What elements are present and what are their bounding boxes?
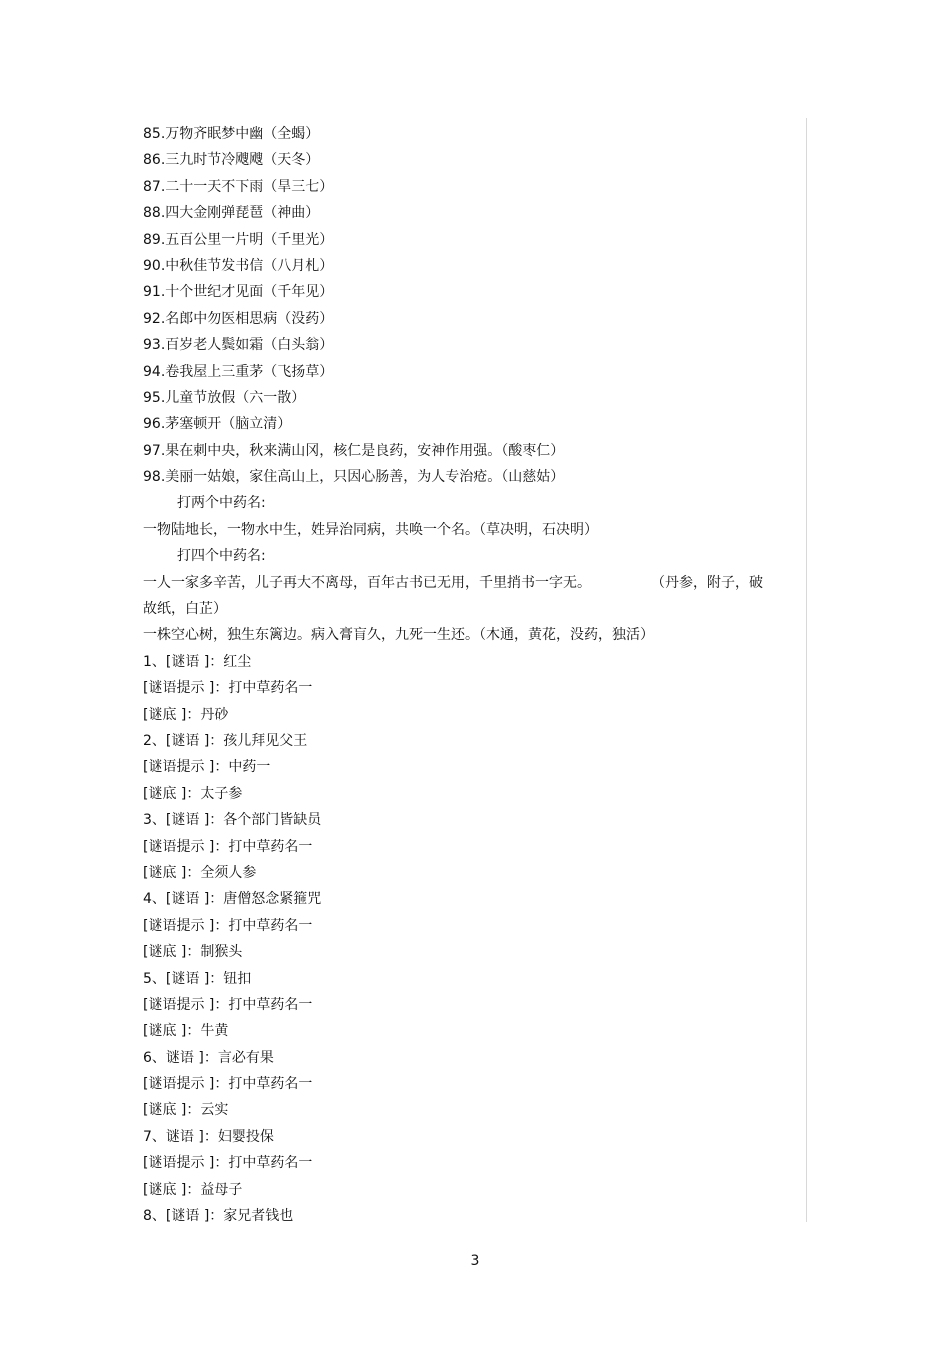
text-line bbox=[143, 596, 799, 622]
text-line bbox=[143, 385, 799, 411]
text-line bbox=[143, 411, 799, 437]
text-line bbox=[143, 702, 799, 728]
text-line bbox=[143, 543, 799, 569]
line-text: 一人一家多辛苦，儿子再大不离母，百年古书已无用，千里捎书一字无。 bbox=[143, 574, 591, 591]
line-text: [谜底 ]：全须人参 bbox=[143, 864, 257, 881]
line-text: 故纸，白芷） bbox=[143, 601, 227, 618]
text-line bbox=[143, 1071, 799, 1097]
text-line bbox=[143, 1097, 799, 1123]
line-text: [谜语提示 ]：打中草药名一 bbox=[143, 1155, 313, 1172]
text-line bbox=[143, 675, 799, 701]
text-line bbox=[143, 200, 799, 226]
text-line bbox=[143, 807, 799, 833]
line-text: 89.五百公里一片明（千里光） bbox=[143, 231, 334, 248]
document-body bbox=[143, 121, 799, 1229]
text-line bbox=[143, 438, 799, 464]
text-line bbox=[143, 860, 799, 886]
text-line bbox=[143, 649, 799, 675]
text-line bbox=[143, 966, 799, 992]
line-text: 85.万物齐眠梦中幽（全蝎） bbox=[143, 126, 320, 142]
line-text: 一株空心树，独生东篱边。病入膏肓久，九死一生还。（木通，黄花，没药，独活） bbox=[143, 627, 654, 644]
line-text: 95.儿童节放假（六一散） bbox=[143, 389, 306, 406]
line-text: 93.百岁老人鬓如霜（白头翁） bbox=[143, 337, 334, 354]
text-line bbox=[143, 728, 799, 754]
line-text: 6、谜语 ]：言必有果 bbox=[143, 1049, 274, 1066]
text-line bbox=[143, 1124, 799, 1150]
text-line bbox=[143, 834, 799, 860]
text-line bbox=[143, 517, 799, 543]
line-text: 97.果在刺中央，秋来满山冈，核仁是良药，安神作用强。（酸枣仁） bbox=[143, 442, 565, 459]
text-line bbox=[143, 490, 799, 516]
text-line bbox=[143, 622, 799, 648]
line-text: 1、[谜语 ]：红尘 bbox=[143, 653, 252, 670]
text-line bbox=[143, 570, 799, 596]
line-text: 一物陆地长，一物水中生，姓异治同病，共唤一个名。（草决明，石决明） bbox=[143, 521, 598, 538]
right-margin-rule bbox=[806, 118, 807, 1222]
line-text: [谜底 ]：云实 bbox=[143, 1102, 229, 1119]
line-text: 打两个中药名: bbox=[177, 495, 266, 512]
line-text: 打四个中药名: bbox=[177, 548, 266, 565]
line-answer: （丹参，附子，破 bbox=[651, 574, 763, 591]
line-text: 94.卷我屋上三重茅（飞扬草） bbox=[143, 363, 334, 380]
line-text: 2、[谜语 ]：孩儿拜见父王 bbox=[143, 732, 308, 749]
line-text: 7、谜语 ]：妇婴投保 bbox=[143, 1128, 274, 1145]
line-text: 4、[谜语 ]：唐僧怒念紧箍咒 bbox=[143, 891, 322, 908]
line-text: 86.三九时节冷飕飕（天冬） bbox=[143, 152, 320, 169]
text-line bbox=[143, 992, 799, 1018]
line-text: [谜底 ]：益母子 bbox=[143, 1181, 243, 1198]
line-text: 8、[谜语 ]：家兄者钱也 bbox=[143, 1208, 294, 1225]
line-text: [谜语提示 ]：中药一 bbox=[143, 759, 271, 776]
text-line bbox=[143, 464, 799, 490]
line-text: [谜语提示 ]：打中草药名一 bbox=[143, 996, 313, 1013]
text-line bbox=[143, 1150, 799, 1176]
line-text: 88.四大金刚弹琵琶（神曲） bbox=[143, 205, 320, 222]
line-text: 91.十个世纪才见面（千年见） bbox=[143, 284, 334, 301]
text-line bbox=[143, 147, 799, 173]
text-line bbox=[143, 913, 799, 939]
line-text: [谜语提示 ]：打中草药名一 bbox=[143, 838, 313, 855]
line-text: 90.中秋佳节发书信（八月札） bbox=[143, 257, 334, 274]
line-text: 3、[谜语 ]：各个部门皆缺员 bbox=[143, 812, 322, 829]
line-text: [谜语提示 ]：打中草药名一 bbox=[143, 917, 313, 934]
text-line bbox=[143, 1045, 799, 1071]
line-text: 5、[谜语 ]：钮扣 bbox=[143, 970, 252, 987]
text-line bbox=[143, 754, 799, 780]
text-line bbox=[143, 886, 799, 912]
text-line bbox=[143, 359, 799, 385]
text-line bbox=[143, 227, 799, 253]
line-text: [谜底 ]：太子参 bbox=[143, 785, 243, 802]
page-number: 3 bbox=[470, 1253, 480, 1269]
line-text: [谜底 ]：牛黄 bbox=[143, 1023, 229, 1040]
text-line bbox=[143, 174, 799, 200]
line-text: 92.名郎中勿医相思病（没药） bbox=[143, 310, 334, 327]
text-line bbox=[143, 332, 799, 358]
line-text: [谜语提示 ]：打中草药名一 bbox=[143, 1076, 313, 1093]
line-text: [谜语提示 ]：打中草药名一 bbox=[143, 680, 313, 697]
text-line bbox=[143, 939, 799, 965]
text-line bbox=[143, 1018, 799, 1044]
text-line bbox=[143, 781, 799, 807]
text-line bbox=[143, 306, 799, 332]
text-line bbox=[143, 279, 799, 305]
line-text: 98.美丽一姑娘，家住高山上，只因心肠善，为人专治疮。（山慈姑） bbox=[143, 469, 565, 486]
text-line bbox=[143, 121, 799, 147]
line-text: 87.二十一天不下雨（旱三七） bbox=[143, 178, 334, 195]
line-text: [谜底 ]：丹砂 bbox=[143, 706, 229, 723]
text-line bbox=[143, 253, 799, 279]
text-line bbox=[143, 1177, 799, 1203]
text-line bbox=[143, 1203, 799, 1229]
line-text: 96.茅塞顿开（脑立清） bbox=[143, 416, 292, 433]
line-text: [谜底 ]：制猴头 bbox=[143, 944, 243, 961]
